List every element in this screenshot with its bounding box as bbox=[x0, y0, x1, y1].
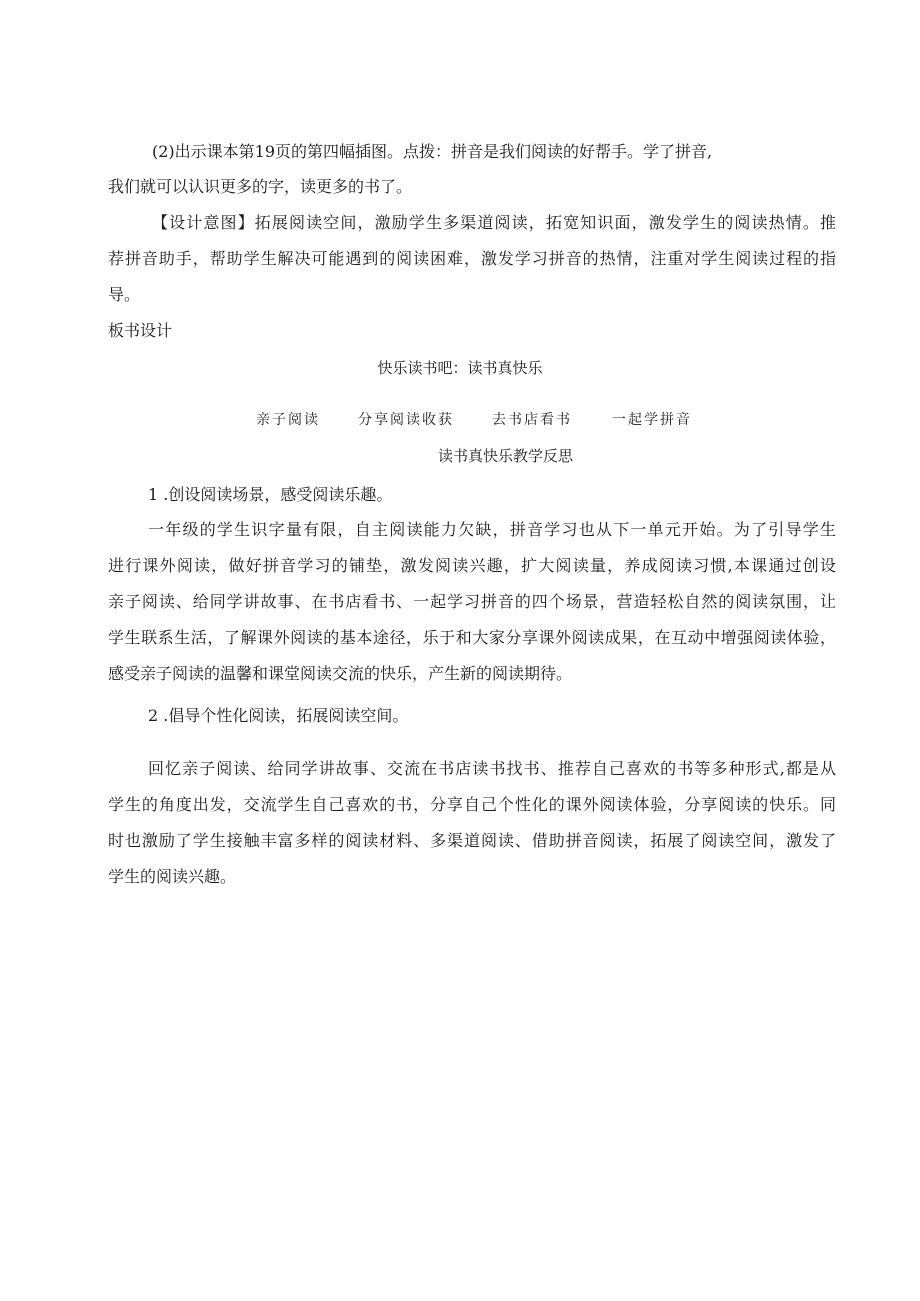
board-item-parent-child-reading: 亲子阅读 bbox=[256, 412, 320, 428]
board-item-learn-pinyin: 一起学拼音 bbox=[612, 412, 692, 428]
board-item-share-reading: 分享阅读收获 bbox=[358, 412, 454, 428]
reflection-point1-heading: 1 .创设阅读场景，感受阅读乐趣。 bbox=[148, 485, 393, 504]
board-title: 快乐读书吧：读书真快乐 bbox=[377, 359, 543, 377]
reflection-title: 读书真快乐教学反思 bbox=[438, 447, 574, 465]
design-intent-line-2: 荐拼音助手，帮助学生解决可能遇到的阅读困难，激发学习拼音的热情，注重对学生阅读过程的指 bbox=[108, 249, 836, 268]
reflection-point2-line-3: 时也激励了学生接触丰富多样的阅读材料、多渠道阅读、借助拼音阅读，拓展了阅读空间，激发了 bbox=[108, 831, 836, 850]
reflection-point2-line-2: 学生的角度出发，交流学生自己喜欢的书，分享自己个性化的课外阅读体验，分享阅读的快乐。同 bbox=[108, 795, 836, 814]
reflection-point1-line-3: 亲子阅读、给同学讲故事、在书店看书、一起学习拼音的四个场景，营造轻松自然的阅读氛围，让 bbox=[108, 592, 836, 611]
step2-line-1: (2)出示课本第19页的第四幅插图。点拨：拼音是我们阅读的好帮手。学了拼音, bbox=[152, 142, 713, 161]
board-design-heading: 板书设计 bbox=[108, 321, 173, 340]
reflection-point1-line-4: 学生联系生活，了解课外阅读的基本途径，乐于和大家分享课外阅读成果，在互动中增强阅读体验， bbox=[108, 628, 836, 647]
board-item-bookstore: 去书店看书 bbox=[492, 412, 572, 428]
reflection-point2-line-1: 回忆亲子阅读、给同学讲故事、交流在书店读书找书、推荐自己喜欢的书等多种形式,都是从 bbox=[148, 759, 836, 778]
design-intent-line-1: 【设计意图】拓展阅读空间，激励学生多渠道阅读，拓宽知识面，激发学生的阅读热情。推 bbox=[152, 213, 836, 232]
reflection-point2-line-4: 学生的阅读兴趣。 bbox=[108, 867, 237, 886]
reflection-point1-line-2: 进行课外阅读，做好拼音学习的铺垫，激发阅读兴趣，扩大阅读量，养成阅读习惯,本课通过创设 bbox=[108, 556, 836, 575]
design-intent-line-3: 导。 bbox=[108, 285, 141, 304]
reflection-point1-line-1: 一年级的学生识字量有限，自主阅读能力欠缺，拼音学习也从下一单元开始。为了引导学生 bbox=[148, 520, 836, 539]
reflection-point1-line-5: 感受亲子阅读的温馨和课堂阅读交流的快乐，产生新的阅读期待。 bbox=[108, 664, 573, 683]
reflection-point2-heading: 2 .倡导个性化阅读，拓展阅读空间。 bbox=[148, 706, 409, 725]
step2-line-2: 我们就可以认识更多的字，读更多的书了。 bbox=[108, 177, 413, 196]
